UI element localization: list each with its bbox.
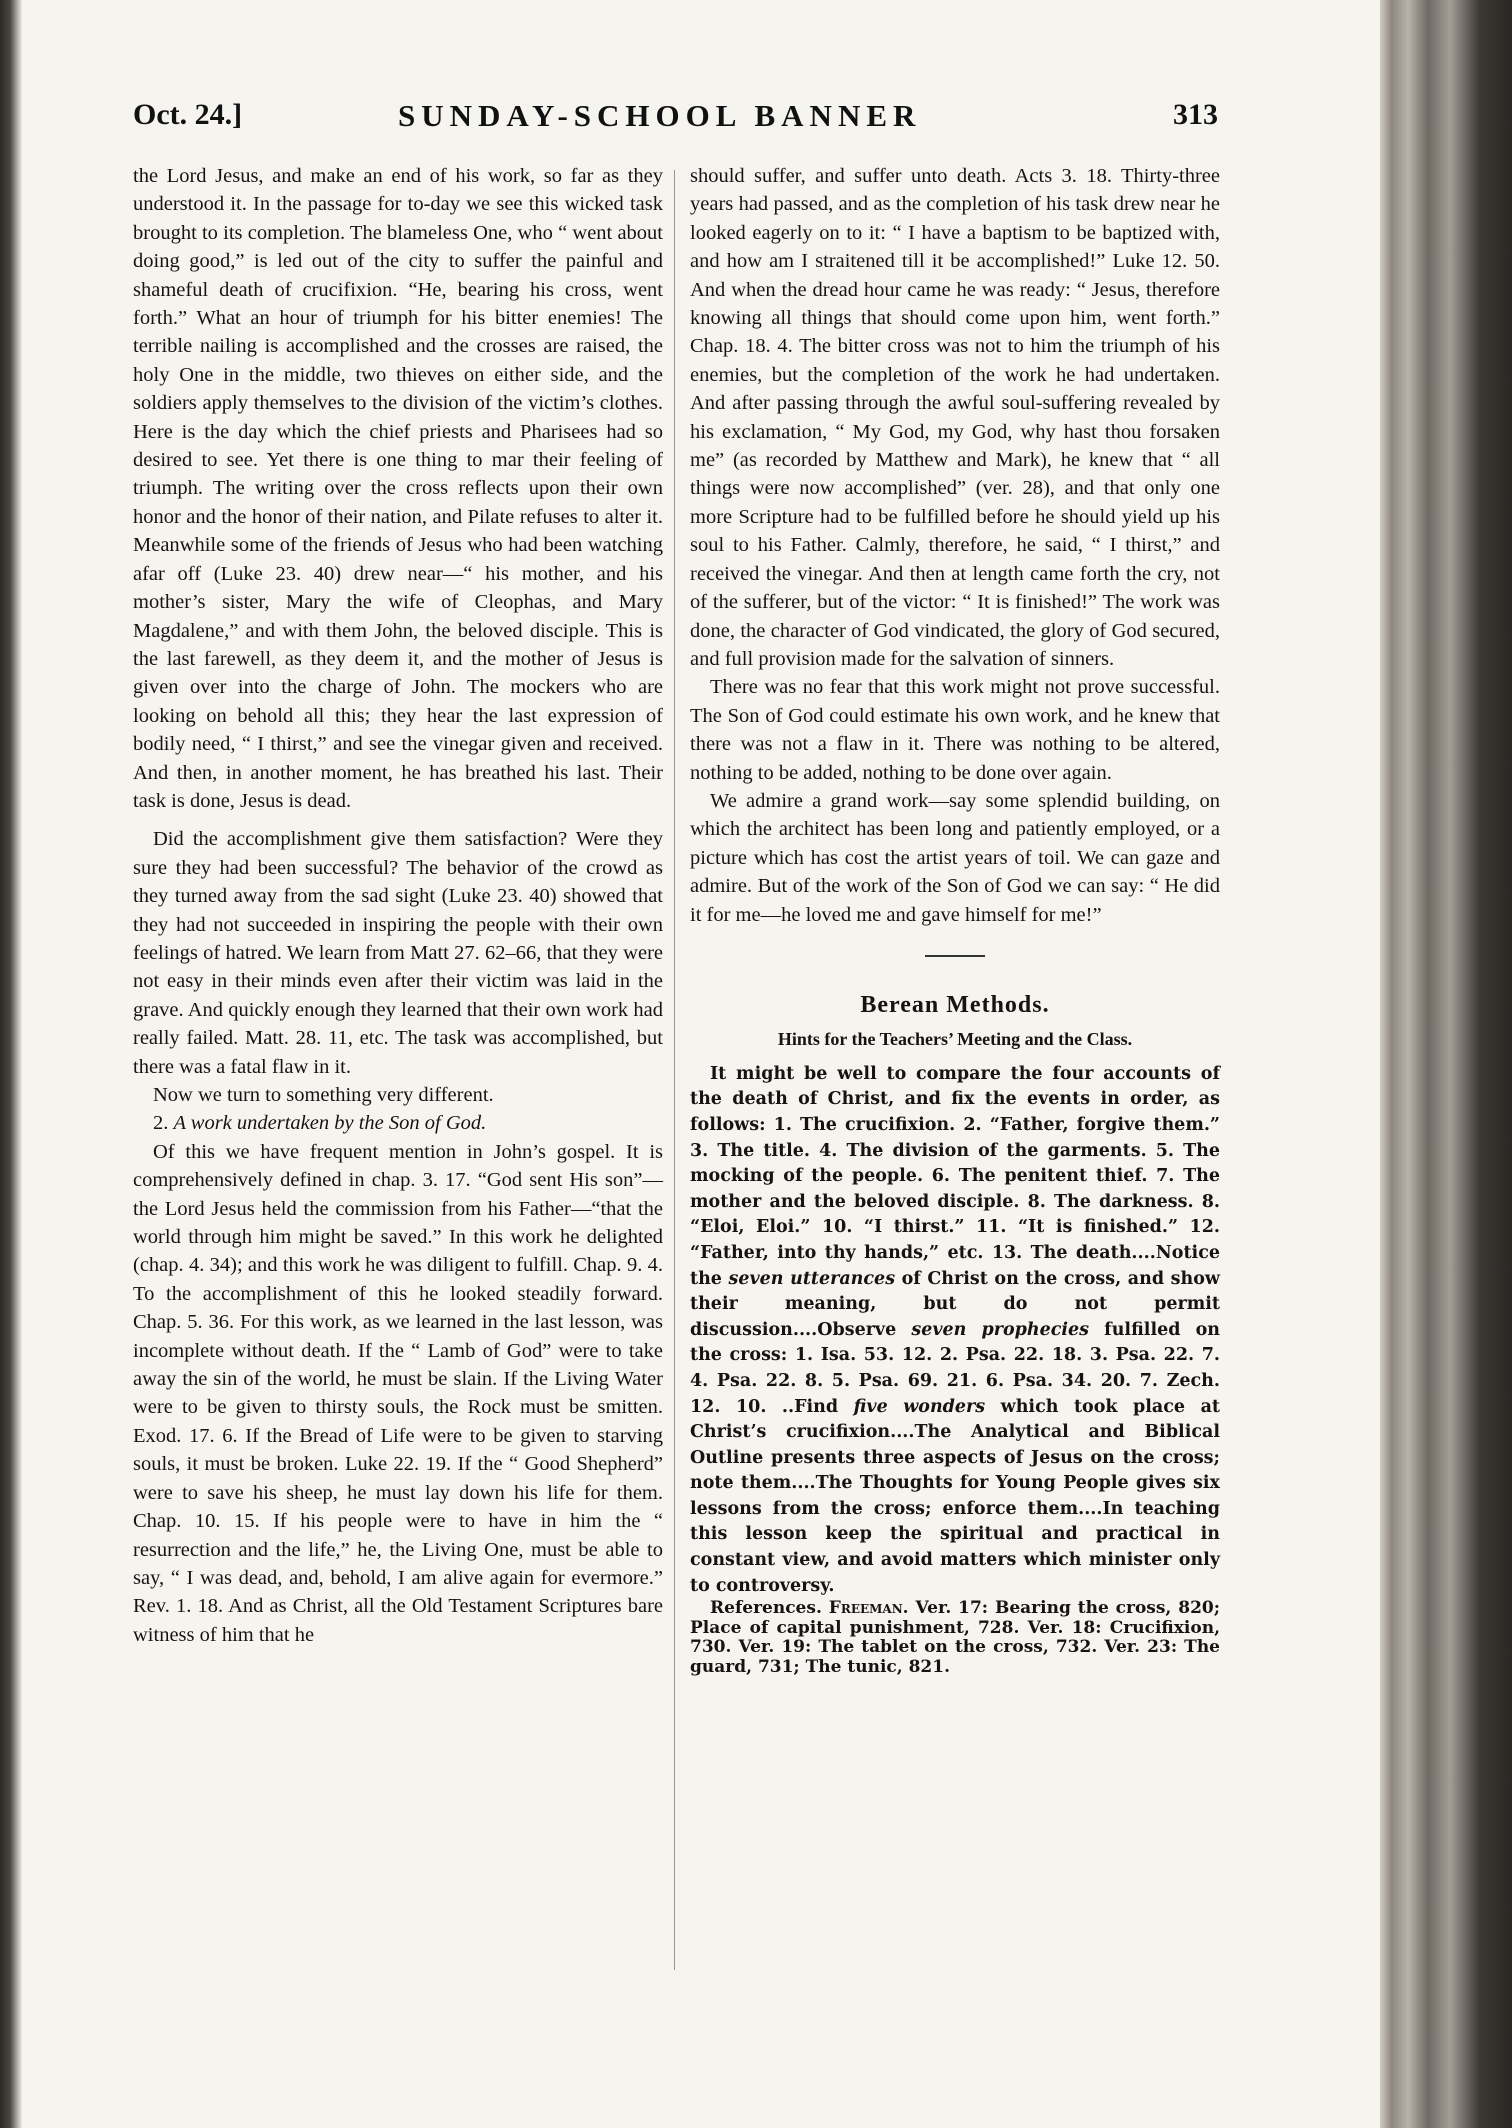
section-rule [925,955,985,957]
references-label: References. [710,1598,822,1619]
berean-methods-subtitle: Hints for the Teachers’ Meeting and the Class. [777,1029,1133,1050]
references-text: Ver. 17: Bearing the cross, 820; Place of capital punishment, 728. Ver. 18: Crucifixion, 730. Ver. 19: The tablet on the cross, 732. Ver. 23: The guard, 731; The tunic, 821. [690,1598,1221,1677]
hints-emphasis: seven prophecies [911,1319,1090,1340]
paragraph: should suffer, and suffer unto death. Acts 3. 18. Thirty-three years had passed, and as the completion of his task drew near he looked eagerly on to it: “ I have a baptism to be baptized with, and how am I straitened till it be accomplished!” Luke 12. 50. And when the dread hour came he was ready: “ Jesus, therefore knowing all things that should come upon him, went forth.” Chap. 18. 4. The bitter cross was not to him the triumph of his enemies, but the completion of the work he had undertaken. And after passing through the awful soul-suffering revealed by his exclamation, “ My God, my God, why hast thou forsaken me” (as recorded by Matthew and Mark), he knew that “ all things were now accomplished” (ver. 28), and that only one more Scripture had to be fulfilled before he should yield up his soul to his Father. Calmly, therefore, he said, “ I thirst,” and received the vinegar. And then at length came forth the cry, not of the sufferer, but of the victor: “ It is finished!” The work was done, the character of God vindicated, the glory of God secured, and full provision made for the salvation of sinners. [690,165,1220,670]
header-title: SUNDAY-SCHOOL BANNER [398,98,922,133]
hints-text: It might be well to compare the four accounts of the death of Christ, and fix the events in order, as follows: 1. The crucifixion. 2. “Father, forgive them.” 3. The title. 4. The division of the garments. 5. The mocking of the people. 6. The penitent thief. 7. The mother and the beloved disciple. 8. The darkness. 8. “Eloi, Eloi.” 10. “I thirst.” 11. “It is finished.” 12. “Father, into thy hands,” etc. 13. The death....Notice the [690,1063,1220,1289]
section-number: 2. [153,1112,169,1135]
section-heading [133,1109,663,1137]
paragraph: the Lord Jesus, and make an end of his work, so far as they understood it. In the passage for to-day we see this wicked task brought to its completion. The blameless One, who “ went about doing good,” is led out of the city to suffer the painful and shameful death of crucifixion. “He, bearing his cross, went forth.” What an hour of triumph for his bitter enemies! The terrible nailing is accomplished and the crosses are raised, the holy One in the middle, two thieves on either side, and the soldiers apply themselves to the division of the victim’s clothes. Here is the day which the chief priests and Pharisees had so desired to see. Yet there is one thing to mar their feeling of triumph. The writing over the cross reflects upon their own honor and the honor of their nation, and Pilate refuses to alter it. Meanwhile some of the friends of Jesus who had been watching afar off (Luke 23. 40) drew near—“ his mother, and his mother’s sister, Mary the wife of Cleophas, and Mary Magdalene,” and with them John, the beloved disciple. This is the last farewell, as they deem it, and the mother of Jesus is given over into the charge of John. The mockers who are looking on behold all this; they hear the last expression of bodily need, “ I thirst,” and see the vinegar given and received. And then, in another moment, he has breathed his last. Their task is done, Jesus is dead. [133,165,663,812]
left-column [133,162,663,1649]
running-header [133,98,1218,148]
hints-emphasis: five wonders [853,1396,986,1417]
paragraph: Of this we have frequent mention in John’s gospel. It is comprehensively defined in chap. 3. 17. “God sent His son”—the Lord Jesus held the commission from his Father—“that the world through him might be saved.” In this work he delighted (chap. 4. 34); and this work he was diligent to fulfill. Chap. 9. 4. To the accomplishment of this he looked steadily forward. Chap. 5. 36. For this work, as we learned in the last lesson, was incomplete without death. If the “ Lamb of God” were to take away the sin of the world, he must be slain. If the Living Water were to be given to thirsty souls, the Rock must be smitten. Exod. 17. 6. If the Bread of Life were to be given to starving souls, it must be broken. Luke 22. 19. If the “ Good Shepherd” were to save his sheep, he must lay down his life for them. Chap. 10. 15. If his people were to have in him the “ resurrection and the life,” he, the Living One, must be able to say, “ I was dead, and, behold, I am alive again for evermore.” Rev. 1. 18. And as Christ, all the Old Testament Scriptures bare witness of him that he [133,1140,663,1646]
column-divider [674,170,675,1970]
hints-text: of Christ on the cross, and show their meaning, but do not permit discussion....Observe [690,1268,1220,1340]
references-author: Freeman. [828,1598,909,1619]
paragraph: There was no fear that this work might not prove successful. The Son of God could estimate his own work, and he knew that there was not a flaw in it. There was nothing to be altered, nothing to be added, nothing to be done over again. [690,676,1220,784]
hints-text: fulfilled on the cross: 1. Isa. 53. 12. 2. Psa. 22. 18. 3. Psa. 22. 7. 4. Psa. 22. 8. 5. Psa. 69. 21. 6. Psa. 34. 20. 7. Zech. 12. 10. ..Find [690,1319,1220,1417]
right-column [690,162,1220,1677]
paragraph: Now we turn to something very different. [153,1084,494,1106]
berean-methods-body [690,1062,1220,1599]
hints-emphasis: seven utterances [728,1268,896,1289]
header-date: Oct. 24.] [133,98,243,131]
berean-methods-title: Berean Methods. [860,991,1050,1018]
references [690,1599,1220,1677]
paragraph: We admire a grand work—say some splendid building, on which the architect has been long and patiently employed, or a picture which has cost the artist years of toil. We can gaze and admire. But of the work of the Son of God we can say: “ He did it for me—he loved me and gave himself for me!” [690,789,1220,926]
page-number: 313 [1173,98,1218,131]
book-page-edges [1380,0,1512,2128]
paragraph: Did the accomplishment give them satisfaction? Were they sure they had been successful? The behavior of the crowd as they turned away from the sad sight (Luke 23. 40) showed that they had not succeeded in inspiring the people with their own feelings of hatred. We learn from Matt 27. 62–66, that they were not easy in their minds even after their victim was laid in the grave. And quickly enough they learned that their own work had really failed. Matt. 28. 11, etc. The task was accomplished, but there was a fatal flaw in it. [133,828,663,1078]
hints-text: which took place at Christ’s crucifixion....The Analytical and Biblical Outline presents three aspects of Jesus on the cross; note them....The Thoughts for Young People gives six lessons from the cross; enforce them....In teaching this lesson keep the spiritual and practical in constant view, and avoid matters which minister only to controversy. [690,1396,1220,1596]
section-title: A work undertaken by the Son of God. [173,1112,487,1135]
